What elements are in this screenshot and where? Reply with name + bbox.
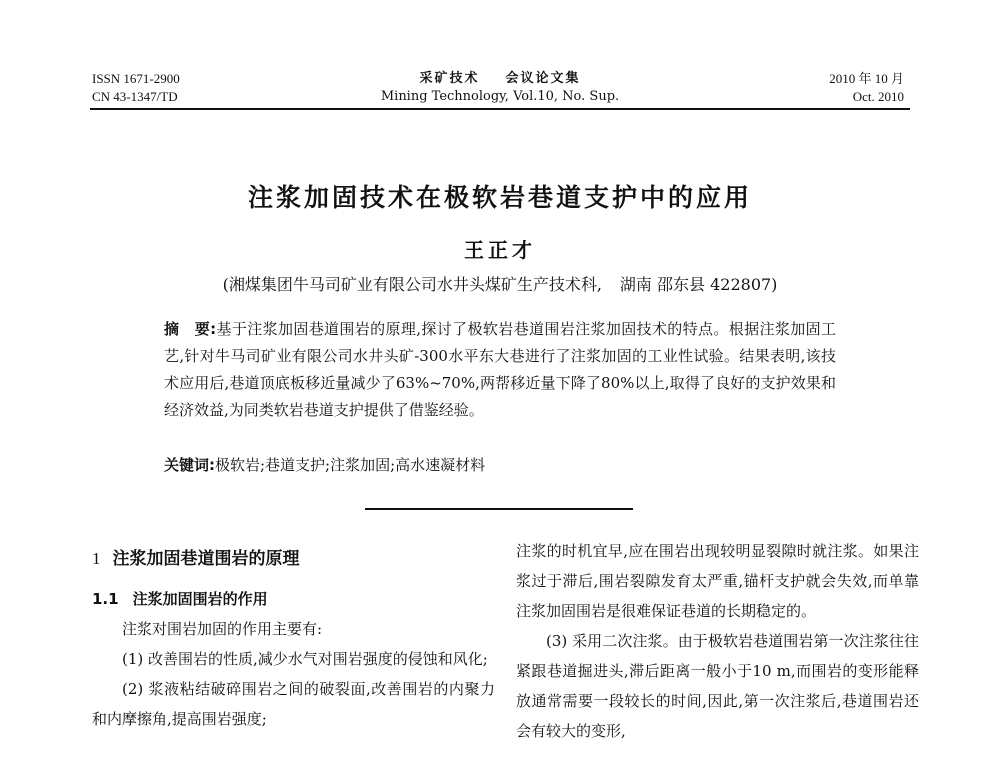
right-column	[516, 536, 919, 746]
abstract	[164, 316, 836, 424]
affiliation	[0, 272, 1000, 295]
left-paragraph-1: 注浆对围岩加固的作用主要有:	[122, 620, 323, 638]
keywords	[164, 452, 836, 479]
paper-title: 注浆加固技术在极软岩巷道支护中的应用	[247, 183, 752, 212]
keywords-text: 极软岩;巷道支护;注浆加固;高水速凝材料	[215, 456, 486, 474]
abstract-separator	[365, 508, 633, 510]
header-rule	[90, 108, 910, 110]
section-1-heading	[92, 544, 495, 574]
section-1-title: 注浆加固巷道围岩的原理	[112, 549, 300, 569]
section-1-1-title: 注浆加固围岩的作用	[132, 590, 268, 608]
left-paragraph-2: (1) 改善围岩的性质,减少水气对围岩强度的侵蚀和风化;	[122, 650, 488, 668]
left-paragraph-3: (2) 浆液粘结破碎围岩之间的破裂面,改善围岩的内聚力和内摩擦角,提高围岩强度;	[92, 680, 495, 728]
left-column	[92, 536, 495, 734]
date-en: Oct. 2010	[852, 89, 904, 104]
section-1-number: 1	[92, 549, 101, 568]
journal-name-en: Mining Technology, Vol.10, No. Sup.	[380, 89, 620, 104]
journal-name-cn: 采矿技术	[419, 71, 480, 86]
right-paragraph-2: (3) 采用二次注浆。由于极软岩巷道围岩第一次注浆往往紧跟巷道掘进头,滞后距离一般小于10 m,而围岩的变形能释放通常需要一段较长的时间,因此,第一次注浆后,巷道围岩还会有较大的变形,	[516, 632, 919, 740]
affiliation-org: (湘煤集团牛马司矿业有限公司水井头煤矿生产技术科,	[222, 275, 602, 294]
keywords-label: 关键词:	[164, 456, 215, 474]
section-1-1-heading	[92, 584, 495, 614]
right-paragraph-1: 注浆的时机宜早,应在围岩出现较明显裂隙时就注浆。如果注浆过于滞后,围岩裂隙发育太严重,锚杆支护就会失效,而单靠注浆加固围岩是很难保证巷道的长期稳定的。	[516, 542, 919, 620]
abstract-label: 摘 要:	[164, 320, 217, 338]
abstract-text: 基于注浆加固巷道围岩的原理,探讨了极软岩巷道围岩注浆加固技术的特点。根据注浆加固工艺,针对牛马司矿业有限公司水井头矿-300水平东大巷进行了注浆加固的工业性试验。结果表明,该技术应用后,巷道顶底板移近量减少了63%~70%,两帮移近量下降了80%以上,取得了良好的支护效果和经济效益,为同类软岩巷道支护提供了借鉴经验。	[164, 320, 836, 419]
section-1-1-number: 1.1	[92, 590, 119, 608]
journal-name-cn2: 会议论文集	[505, 71, 581, 86]
issue-date	[829, 70, 904, 106]
affiliation-location: 湖南 邵东县 422807)	[619, 275, 778, 294]
issn: ISSN 1671-2900	[92, 71, 180, 86]
cn-number: CN 43-1347/TD	[92, 89, 178, 104]
date-cn: 2010 年 10 月	[829, 71, 904, 86]
author: 王正才	[464, 238, 536, 262]
